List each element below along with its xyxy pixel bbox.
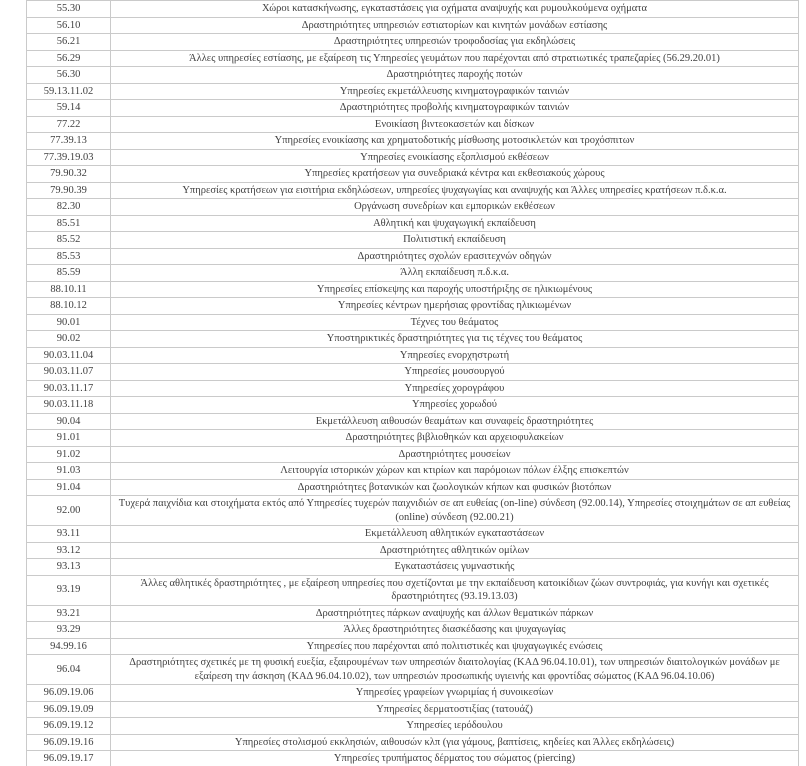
table-row	[27, 542, 799, 559]
table-row	[27, 215, 799, 232]
activity-description-cell: Υπηρεσίες που παρέχονται από πολιτιστικές και ψυχαγωγικές ενώσεις	[111, 638, 799, 655]
activity-description-cell: Εκμετάλλευση αθλητικών εγκαταστάσεων	[111, 526, 799, 543]
activity-description-cell: Υπηρεσίες μουσουργού	[111, 364, 799, 381]
table-row	[27, 413, 799, 430]
activity-code-cell: 96.09.19.12	[27, 718, 111, 735]
activity-description-cell: Άλλη εκπαίδευση π.δ.κ.α.	[111, 265, 799, 282]
activity-description-cell: Υπηρεσίες ιερόδουλου	[111, 718, 799, 735]
table-row	[27, 83, 799, 100]
activity-description-cell: Υπηρεσίες χορωδού	[111, 397, 799, 414]
activity-description-cell: Τέχνες του θεάματος	[111, 314, 799, 331]
activity-code-cell: 55.30	[27, 1, 111, 18]
activity-code-cell: 77.39.19.03	[27, 149, 111, 166]
activity-description-cell: Δραστηριότητες υπηρεσιών τροφοδοσίας για εκδηλώσεις	[111, 34, 799, 51]
activity-code-cell: 93.21	[27, 605, 111, 622]
table-row	[27, 133, 799, 150]
activity-description-cell: Δραστηριότητες βιβλιοθηκών και αρχειοφυλακείων	[111, 430, 799, 447]
table-row	[27, 314, 799, 331]
activity-code-cell: 88.10.12	[27, 298, 111, 315]
activity-code-cell: 77.22	[27, 116, 111, 133]
activity-description-cell: Δραστηριότητες σχολών ερασιτεχνών οδηγών	[111, 248, 799, 265]
activity-code-cell: 93.19	[27, 575, 111, 605]
activity-description-cell: Δραστηριότητες υπηρεσιών εστιατορίων και κινητών μονάδων εστίασης	[111, 17, 799, 34]
table-row	[27, 701, 799, 718]
table-row	[27, 248, 799, 265]
activity-code-cell: 96.04	[27, 655, 111, 685]
activity-code-cell: 91.04	[27, 479, 111, 496]
table-row	[27, 479, 799, 496]
activity-code-cell: 79.90.39	[27, 182, 111, 199]
activity-description-cell: Υπηρεσίες κέντρων ημερήσιας φροντίδας ηλικιωμένων	[111, 298, 799, 315]
activity-code-cell: 93.12	[27, 542, 111, 559]
activity-code-cell: 96.09.19.06	[27, 685, 111, 702]
table-row	[27, 638, 799, 655]
activity-code-cell: 90.01	[27, 314, 111, 331]
activity-code-cell: 56.10	[27, 17, 111, 34]
activity-code-cell: 93.11	[27, 526, 111, 543]
activity-code-cell: 91.01	[27, 430, 111, 447]
activity-description-cell: Τυχερά παιχνίδια και στοιχήματα εκτός από Υπηρεσίες τυχερών παιχνιδιών σε απ ευθείας (on-line) σύνδεση (92.00.14), Υπηρεσίες στοιχημάτων σε απ ευθείας (online) σύνδεση (92.00.21)	[111, 496, 799, 526]
table-row	[27, 364, 799, 381]
table-row	[27, 1, 799, 18]
activity-description-cell: Δραστηριότητες πάρκων αναψυχής και άλλων θεματικών πάρκων	[111, 605, 799, 622]
activity-code-cell: 93.13	[27, 559, 111, 576]
activity-code-cell: 77.39.13	[27, 133, 111, 150]
table-row	[27, 397, 799, 414]
table-row	[27, 430, 799, 447]
activity-code-cell: 59.13.11.02	[27, 83, 111, 100]
activity-description-cell: Υπηρεσίες εκμετάλλευσης κινηματογραφικών ταινιών	[111, 83, 799, 100]
activity-code-cell: 85.59	[27, 265, 111, 282]
table-row	[27, 559, 799, 576]
activity-description-cell: Δραστηριότητες σχετικές με τη φυσική ευεξία, εξαιρουμένων των υπηρεσιών διαιτολογίας (ΚΑΔ 96.04.10.01), των υπηρεσιών διαιτολογικών μονάδων με εξαίρεση την άσκηση (ΚΑΔ 96.04.10.02), των υπηρεσιών προσωπικής υγιεινής και φροντίδας σώματος (ΚΑΔ 96.04.10.06)	[111, 655, 799, 685]
table-row	[27, 751, 799, 766]
activity-description-cell: Υπηρεσίες ενοικίασης και χρηματοδοτικής μίσθωσης μοτοσικλετών και τροχόσπιτων	[111, 133, 799, 150]
activity-code-cell: 96.09.19.09	[27, 701, 111, 718]
table-row	[27, 622, 799, 639]
table-row	[27, 34, 799, 51]
table-row	[27, 331, 799, 348]
activity-code-cell: 92.00	[27, 496, 111, 526]
activity-code-cell: 56.30	[27, 67, 111, 84]
table-row	[27, 298, 799, 315]
activity-description-cell: Άλλες αθλητικές δραστηριότητες , με εξαίρεση υπηρεσίες που σχετίζονται με την εκπαίδευση κατοικίδιων ζώων συντροφιάς, για κυνήγι και σχετικές δραστηριότητες (93.19.13.03)	[111, 575, 799, 605]
activity-code-cell: 56.21	[27, 34, 111, 51]
table-row	[27, 116, 799, 133]
activity-code-cell: 90.04	[27, 413, 111, 430]
table-row	[27, 265, 799, 282]
activity-description-cell: Υπηρεσίες ενορχηστρωτή	[111, 347, 799, 364]
activity-description-cell: Δραστηριότητες μουσείων	[111, 446, 799, 463]
activity-code-cell: 96.09.19.17	[27, 751, 111, 766]
activity-description-cell: Άλλες δραστηριότητες διασκέδασης και ψυχαγωγίας	[111, 622, 799, 639]
table-row	[27, 685, 799, 702]
activity-code-cell: 96.09.19.16	[27, 734, 111, 751]
activity-code-cell: 56.29	[27, 50, 111, 67]
activity-description-cell: Υπηρεσίες επίσκεψης και παροχής υποστήριξης σε ηλικιωμένους	[111, 281, 799, 298]
activity-code-cell: 88.10.11	[27, 281, 111, 298]
activity-description-cell: Αθλητική και ψυχαγωγική εκπαίδευση	[111, 215, 799, 232]
activity-description-cell: Υποστηρικτικές δραστηριότητες για τις τέχνες του θεάματος	[111, 331, 799, 348]
activity-code-cell: 85.51	[27, 215, 111, 232]
activity-description-cell: Δραστηριότητες παροχής ποτών	[111, 67, 799, 84]
table-row	[27, 526, 799, 543]
table-row	[27, 100, 799, 117]
activity-description-cell: Υπηρεσίες τρυπήματος δέρματος του σώματος (piercing)	[111, 751, 799, 766]
activity-description-cell: Υπηρεσίες δερματοστιξίας (τατουάζ)	[111, 701, 799, 718]
table-row	[27, 605, 799, 622]
table-row	[27, 17, 799, 34]
table-row	[27, 380, 799, 397]
table-row	[27, 655, 799, 685]
activity-description-cell: Υπηρεσίες χορογράφου	[111, 380, 799, 397]
activity-description-cell: Υπηρεσίες γραφείων γνωριμίας ή συνοικεσίων	[111, 685, 799, 702]
activity-description-cell: Λειτουργία ιστορικών χώρων και κτιρίων και παρόμοιων πόλων έλξης επισκεπτών	[111, 463, 799, 480]
table-row	[27, 182, 799, 199]
activity-code-cell: 85.53	[27, 248, 111, 265]
table-row	[27, 50, 799, 67]
activity-code-cell: 94.99.16	[27, 638, 111, 655]
table-row	[27, 199, 799, 216]
activity-description-cell: Χώροι κατασκήνωσης, εγκαταστάσεις για οχήματα αναψυχής και ρυμουλκούμενα οχήματα	[111, 1, 799, 18]
activity-code-cell: 91.02	[27, 446, 111, 463]
activity-description-cell: Δραστηριότητες βοτανικών και ζωολογικών κήπων και φυσικών βιοτόπων	[111, 479, 799, 496]
activity-description-cell: Υπηρεσίες κρατήσεων για εισιτήρια εκδηλώσεων, υπηρεσίες ψυχαγωγίας και αναψυχής και Άλλες υπηρεσίες κρατήσεων π.δ.κ.α.	[111, 182, 799, 199]
table-row	[27, 347, 799, 364]
table-row	[27, 496, 799, 526]
activity-description-cell: Δραστηριότητες προβολής κινηματογραφικών ταινιών	[111, 100, 799, 117]
activity-code-cell: 90.03.11.04	[27, 347, 111, 364]
activity-description-cell: Δραστηριότητες αθλητικών ομίλων	[111, 542, 799, 559]
table-row	[27, 575, 799, 605]
activity-description-cell: Υπηρεσίες κρατήσεων για συνεδριακά κέντρα και εκθεσιακούς χώρους	[111, 166, 799, 183]
table-row	[27, 718, 799, 735]
activity-description-cell: Πολιτιστική εκπαίδευση	[111, 232, 799, 249]
activity-description-cell: Υπηρεσίες στολισμού εκκλησιών, αιθουσών κλπ (για γάμους, βαπτίσεις, κηδείες και Άλλες εκδηλώσεις)	[111, 734, 799, 751]
activity-description-cell: Εγκαταστάσεις γυμναστικής	[111, 559, 799, 576]
table-row	[27, 281, 799, 298]
activity-codes-table-body	[27, 1, 799, 766]
activity-description-cell: Εκμετάλλευση αιθουσών θεαμάτων και συναφείς δραστηριότητες	[111, 413, 799, 430]
activity-description-cell: Άλλες υπηρεσίες εστίασης, με εξαίρεση τις Υπηρεσίες γευμάτων που παρέχονται από στρατιωτικές τραπεζαρίες (56.29.20.01)	[111, 50, 799, 67]
activity-code-cell: 82.30	[27, 199, 111, 216]
table-row	[27, 446, 799, 463]
table-row	[27, 463, 799, 480]
table-row	[27, 149, 799, 166]
activity-codes-table	[26, 0, 799, 766]
table-row	[27, 166, 799, 183]
activity-code-cell: 93.29	[27, 622, 111, 639]
activity-code-cell: 90.03.11.18	[27, 397, 111, 414]
activity-code-cell: 90.02	[27, 331, 111, 348]
activity-description-cell: Οργάνωση συνεδρίων και εμπορικών εκθέσεων	[111, 199, 799, 216]
activity-description-cell: Ενοικίαση βιντεοκασετών και δίσκων	[111, 116, 799, 133]
table-row	[27, 67, 799, 84]
table-row	[27, 734, 799, 751]
activity-code-cell: 59.14	[27, 100, 111, 117]
activity-code-cell: 90.03.11.07	[27, 364, 111, 381]
activity-code-cell: 85.52	[27, 232, 111, 249]
activity-code-cell: 79.90.32	[27, 166, 111, 183]
activity-description-cell: Υπηρεσίες ενοικίασης εξοπλισμού εκθέσεων	[111, 149, 799, 166]
activity-code-cell: 90.03.11.17	[27, 380, 111, 397]
table-row	[27, 232, 799, 249]
activity-code-cell: 91.03	[27, 463, 111, 480]
